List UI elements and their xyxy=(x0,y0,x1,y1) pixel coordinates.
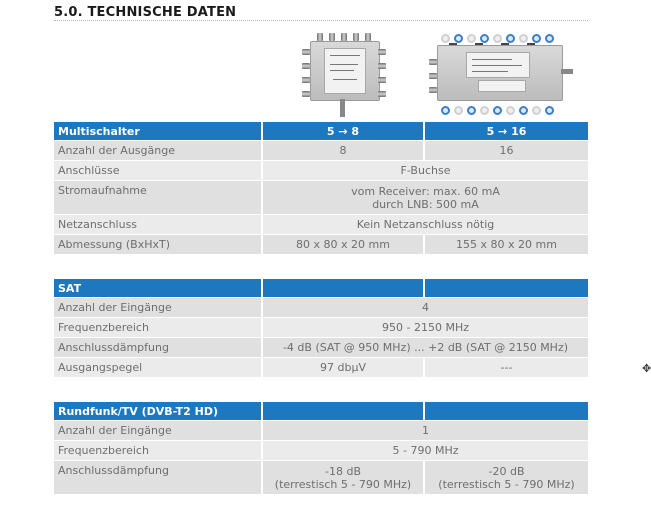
table-header-row xyxy=(54,122,588,141)
table-row xyxy=(54,441,588,461)
row-label: Anzahl der Ausgänge xyxy=(54,141,263,161)
header-multischalter: Multischalter xyxy=(54,122,263,141)
header-empty xyxy=(263,402,425,421)
cell-value: 950 - 2150 MHz xyxy=(263,318,588,338)
cell-value: 16 xyxy=(425,141,588,161)
header-rundfunk: Rundfunk/TV (DVB-T2 HD) xyxy=(54,402,263,421)
cell-line: (terrestisch 5 - 790 MHz) xyxy=(438,477,575,491)
multischalter-5-8-image xyxy=(296,31,392,119)
row-label: Anzahl der Eingänge xyxy=(54,298,263,318)
header-empty xyxy=(425,279,588,298)
header-sat: SAT xyxy=(54,279,263,298)
row-label: Anschlussdämpfung xyxy=(54,461,263,495)
row-label: Ausgangspegel xyxy=(54,358,263,378)
cell-value: 97 dbµV xyxy=(263,358,425,378)
table-row xyxy=(54,461,588,495)
cell-line: durch LNB: 500 mA xyxy=(372,197,479,211)
table-header-row xyxy=(54,279,588,298)
cell-value: Kein Netzanschluss nötig xyxy=(263,215,588,235)
cell-line: (terrestisch 5 - 790 MHz) xyxy=(274,477,412,491)
cell-value: 5 - 790 MHz xyxy=(263,441,588,461)
table-row xyxy=(54,298,588,318)
section-title: 5.0. TECHNISCHE DATEN xyxy=(54,5,237,20)
cell-line: vom Receiver: max. 60 mA xyxy=(351,184,500,198)
row-label: Anschlüsse xyxy=(54,161,263,181)
cell-value: 4 xyxy=(263,298,588,318)
row-label: Anschlussdämpfung xyxy=(54,338,263,358)
cell-value: -4 dB (SAT @ 950 MHz) ... +2 dB (SAT @ 2150 MHz) xyxy=(263,338,588,358)
table-header-row xyxy=(54,402,588,421)
cell-line: -20 dB xyxy=(488,464,525,478)
multischalter-5-16-image xyxy=(427,29,577,119)
table-row xyxy=(54,181,588,215)
row-label: Frequenzbereich xyxy=(54,318,263,338)
row-label: Netzanschluss xyxy=(54,215,263,235)
cell-value xyxy=(263,461,425,495)
table-row xyxy=(54,338,588,358)
sat-table xyxy=(54,279,588,378)
table-row xyxy=(54,161,588,181)
cell-value: --- xyxy=(425,358,588,378)
table-row xyxy=(54,235,588,255)
table-row xyxy=(54,318,588,338)
cell-value: F-Buchse xyxy=(263,161,588,181)
table-row xyxy=(54,421,588,441)
title-divider xyxy=(54,20,588,21)
table-row xyxy=(54,358,588,378)
header-5-16: 5 → 16 xyxy=(425,122,588,141)
cell-value xyxy=(263,181,588,215)
cell-value: 155 x 80 x 20 mm xyxy=(425,235,588,255)
cell-value: 1 xyxy=(263,421,588,441)
row-label: Anzahl der Eingänge xyxy=(54,421,263,441)
cell-line: -18 dB xyxy=(325,464,361,478)
multischalter-table xyxy=(54,122,588,255)
row-label: Abmessung (BxHxT) xyxy=(54,235,263,255)
rundfunk-table xyxy=(54,402,588,495)
header-5-8: 5 → 8 xyxy=(263,122,425,141)
header-empty xyxy=(425,402,588,421)
cell-value: 8 xyxy=(263,141,425,161)
cell-value xyxy=(425,461,588,495)
move-cursor-icon: ✥ xyxy=(642,362,651,375)
table-row xyxy=(54,141,588,161)
cell-value: 80 x 80 x 20 mm xyxy=(263,235,425,255)
header-empty xyxy=(263,279,425,298)
table-row xyxy=(54,215,588,235)
row-label: Stromaufnahme xyxy=(54,181,263,215)
row-label: Frequenzbereich xyxy=(54,441,263,461)
